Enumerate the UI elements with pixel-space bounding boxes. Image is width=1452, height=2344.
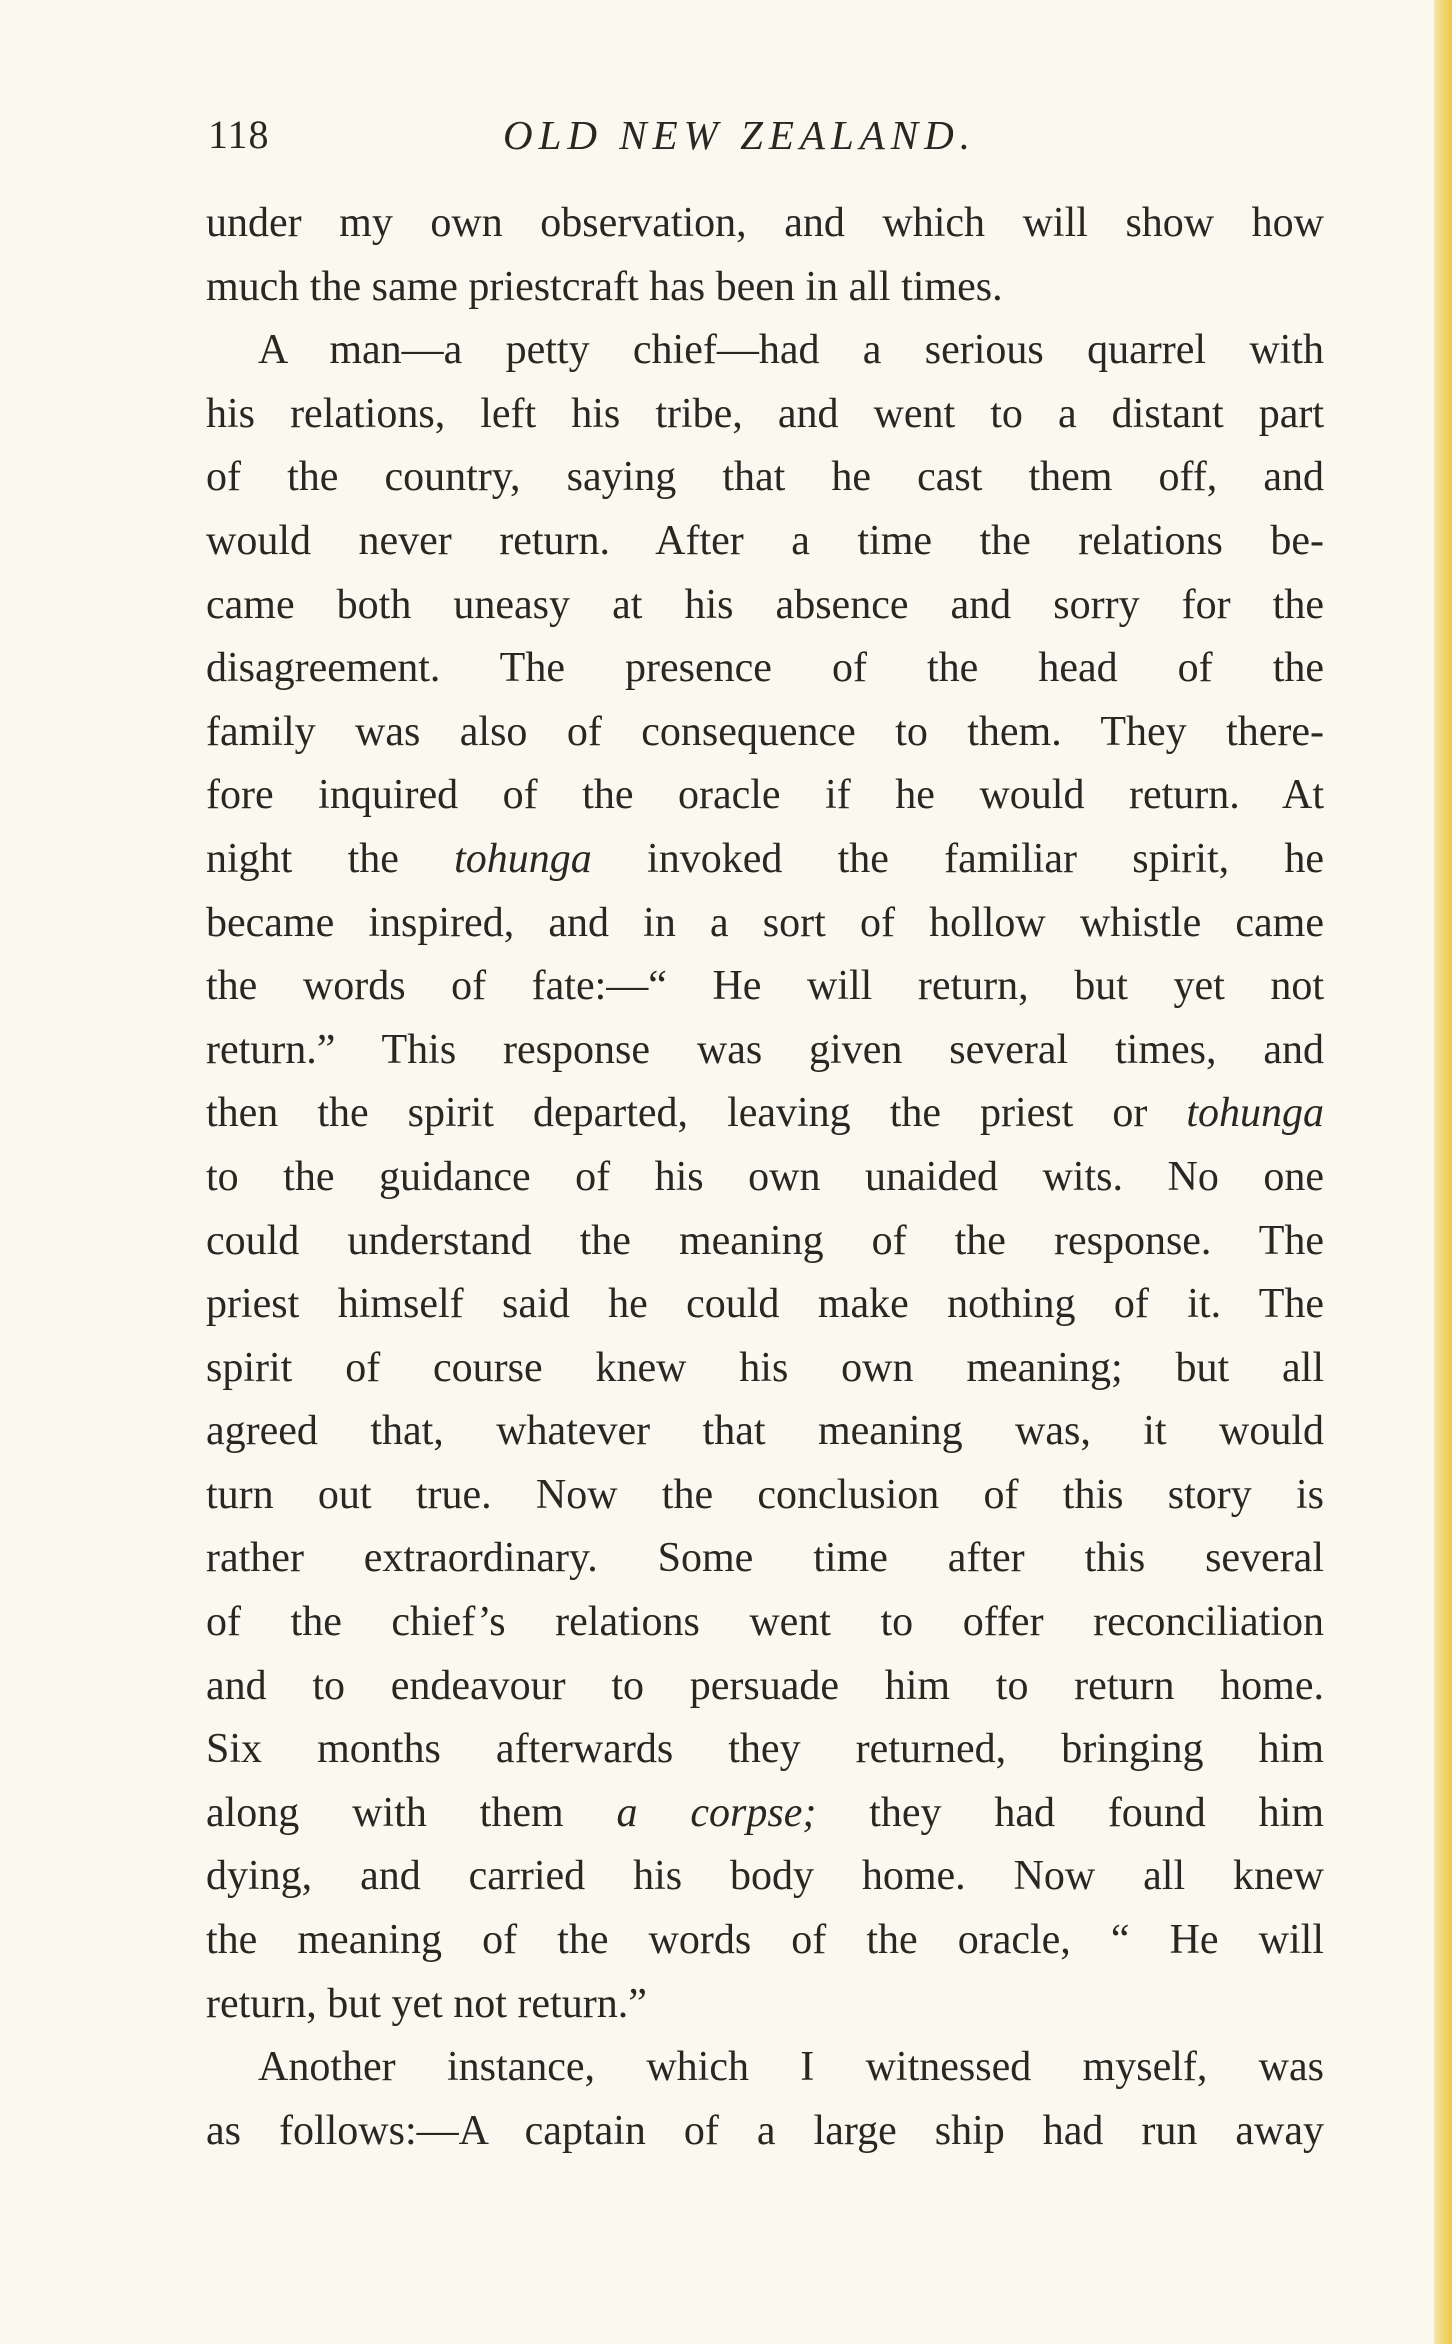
text-line: became inspired, and in a sort of hollow whistle came bbox=[206, 899, 1324, 946]
text-line: Six months afterwards they returned, bringing him bbox=[206, 1726, 1324, 1773]
italic-word: a corpse; bbox=[616, 1789, 817, 1836]
text-line: much the same priestcraft has been in all times. bbox=[206, 263, 1003, 310]
text-line bbox=[206, 1082, 1324, 1146]
text-line: of the chief’s relations went to offer reconciliation bbox=[206, 1599, 1324, 1646]
text-line: of the country, saying that he cast them off, and bbox=[206, 454, 1324, 501]
book-title: OLD NEW ZEALAND. bbox=[503, 112, 977, 158]
text-run: invoked the familiar spirit, he bbox=[591, 835, 1324, 882]
text-line: as follows:—A captain of a large ship had run away bbox=[206, 2107, 1324, 2154]
text-line: fore inquired of the oracle if he would return. At bbox=[206, 772, 1324, 819]
text-line: dying, and carried his body home. Now all knew bbox=[206, 1853, 1324, 1900]
text-run: night the bbox=[206, 835, 455, 882]
text-line: came both uneasy at his absence and sorry for the bbox=[206, 581, 1324, 628]
text-line bbox=[206, 828, 1324, 892]
text-line: the words of fate:—“ He will return, but yet not bbox=[206, 963, 1324, 1010]
text-line: to the guidance of his own unaided wits. No one bbox=[206, 1153, 1324, 1200]
text-line: disagreement. The presence of the head of the bbox=[206, 645, 1324, 692]
italic-word: tohunga bbox=[1186, 1090, 1324, 1137]
text-line: return.” This response was given several times, and bbox=[206, 1026, 1324, 1073]
text-line: rather extraordinary. Some time after this several bbox=[206, 1535, 1324, 1582]
text-line: turn out true. Now the conclusion of this story is bbox=[206, 1471, 1324, 1518]
text-line: spirit of course knew his own meaning; but all bbox=[206, 1344, 1324, 1391]
text-line: the meaning of the words of the oracle, “ He will bbox=[206, 1917, 1324, 1964]
text-line: A man—a petty chief—had a serious quarrel with bbox=[258, 327, 1324, 374]
text-line: under my own observation, and which will show how bbox=[206, 200, 1324, 246]
text-run: then the spirit departed, leaving the priest or bbox=[206, 1090, 1187, 1137]
text-run: they had found him bbox=[816, 1789, 1324, 1836]
text-line: would never return. After a time the relations be- bbox=[206, 517, 1324, 564]
italic-word: tohunga bbox=[454, 835, 592, 882]
text-line: family was also of consequence to them. They there- bbox=[206, 708, 1324, 755]
text-line bbox=[206, 1782, 1324, 1846]
text-line: his relations, left his tribe, and went to a distant part bbox=[206, 390, 1324, 437]
text-run: along with them bbox=[206, 1789, 617, 1836]
body-text bbox=[206, 192, 1324, 2163]
text-line: priest himself said he could make nothing of it. The bbox=[206, 1281, 1324, 1328]
text-line: Another instance, which I witnessed myself, was bbox=[258, 2044, 1324, 2091]
text-line: agreed that, whatever that meaning was, it would bbox=[206, 1408, 1324, 1455]
page-number: 118 bbox=[208, 112, 270, 157]
text-line: and to endeavour to persuade him to return home. bbox=[206, 1662, 1324, 1709]
text-line: could understand the meaning of the response. The bbox=[206, 1217, 1324, 1264]
page-gilt-edge bbox=[1434, 0, 1452, 2344]
running-head bbox=[208, 105, 1318, 165]
text-line: return, but yet not return.” bbox=[206, 1980, 647, 2027]
